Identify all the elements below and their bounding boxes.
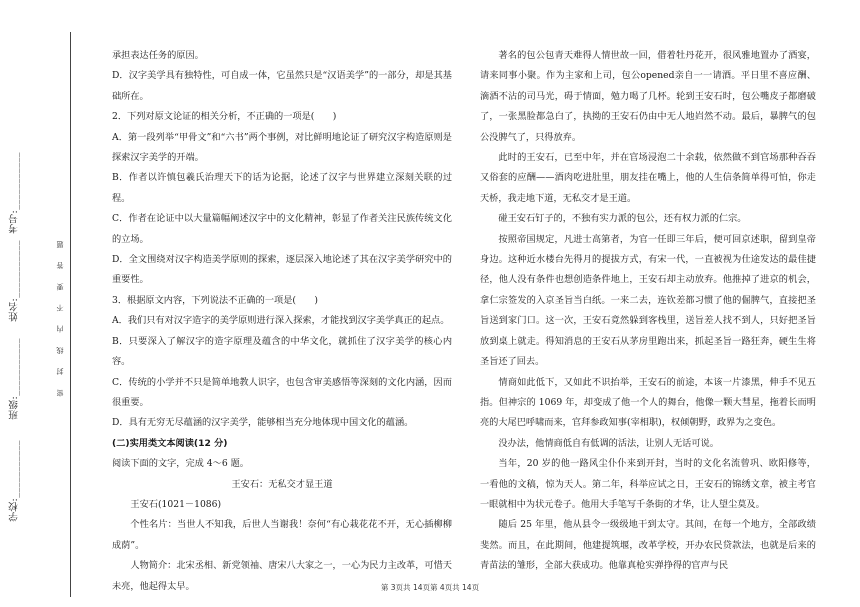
exam-number-field: 考号:___________ [9, 152, 20, 234]
right-column-paragraph: 著名的包公包青天难得人情世故一回，借着牡丹花开，很风雅地置办了酒宴，请来同事小聚。作为主家和上司，包公opened亲自一一请酒。平日里不喜应酬、滴酒不沾的司马光，碍于情面，勉力喝了几杯。轮到王安石时，包公嘴皮子都磨破了，一张黑脸都急白了，执拗的王安石仍由中无人地岿然不动。最后，暴脾气的包公没脾气了，只得放弃。 [480, 50, 816, 143]
right-column-paragraph: 当年，20 岁的他一路风尘仆仆来到开封，当时的文化名流曾巩、欧阳修等，一看他的文稿，惊为天人。第二年，科举应试之日，王安石的锦绣文章，被主考官一眼就相中为状元卷子。他用大手笔写千条街的才华，让人望尘莫及。 [480, 458, 816, 510]
binding-margin [0, 0, 96, 607]
right-column-paragraph: 情商如此低下，又如此不识抬举，王安石的前途，本该一片漆黑，伸手不见五指。但神宗的 1069 年，却变成了他一个人的舞台，他像一颗大彗星，拖着长而明亮的大尾巴呼啸而来，官拜参政知事(宰相职)，权倾朝野，政界为之变色。 [480, 376, 816, 429]
left-column-paragraph: D．全文围绕对汉字构造美学原则的探索，逐层深入地论述了其在汉字美学研究中的重要性。 [112, 254, 452, 286]
right-column [480, 46, 816, 577]
left-column-paragraph: 王安石(1021－1086) [130, 498, 222, 510]
right-column-paragraph: 没办法，他情商低自有低调的活法，让别人无话可说。 [498, 437, 719, 449]
left-column-paragraph: C．传统的小学并不只是简单地教人识字，也包含审美感悟等深刻的文化内涵，因而很重要。 [112, 376, 452, 408]
left-column-paragraph: 2．下列对原文论证的相关分析，不正确的一项是( ) [112, 111, 337, 123]
right-column-paragraph: 碰王安石钉子的，不独有实力派的包公，还有权力派的仁宗。 [498, 213, 747, 225]
left-column-paragraph: 个性名片：当世人不知我，后世人当谢我！奈何“有心栽花花不开，无心插柳柳成荫”。 [112, 519, 452, 551]
left-column-paragraph: 王安石：无私交才显王道 [231, 478, 333, 490]
left-column-paragraph: A．第一段列举“甲骨文”和“六书”两个事例，对比鲜明地论证了研究汉字构造原则是探索汉字美学的开端。 [112, 131, 452, 164]
left-column-paragraph: (二)实用类文本阅读(12 分) [112, 437, 228, 449]
left-column-paragraph: D．汉字美学具有独特性，可自成一体，它虽然只是“汉语美学”的一部分，却是其基础所在。 [112, 70, 452, 102]
left-column-paragraph: 阅读下面的文字，完成 4～6 题。 [112, 458, 249, 470]
page-footer: 第 3页共 14页第 4页共 14页 [380, 583, 480, 592]
left-column [112, 46, 452, 597]
right-column-paragraph: 按照帝国规定，凡进士高第者，为官一任即三年后，便可回京述职，留到皇帝身边。这种近水楼台先得月的提拔方式，有宋一代，一直被视为仕途发达的最佳捷径，他人没有条件也想创造条件地上，王安石却主动放弃。他推掉了进京的机会，拿仁宗签发的入京圣旨当白纸。一来二去，连钦差都习惯了他的倔脾气，直接把圣旨送到家门口。这一次，王安石竟然躲到客栈里，送旨差人找不到人，只好把圣旨放到桌上就走。得知消息的王安石从茅房里跑出来，抓起圣旨一路狂奔，硬生生将圣旨还了回去。 [480, 233, 816, 368]
left-column-paragraph: B．只要深入了解汉字的造字原理及蕴含的中华文化，就抓住了汉字美学的核心内容。 [112, 335, 452, 368]
right-column-paragraph: 随后 25 年里，他从县令一级级地干到太守。其间，在每一个地方，全部政绩斐然。而且，在此期间，他建提筑堰，改革学校，开办农民贷款法，也就是后来的青苗法的雏形，全部大获成功。他靠真枪实弹挣得的官声与民 [480, 519, 816, 572]
name-field: 姓名:___________ [9, 240, 20, 322]
school-field: 学校:___________ [9, 440, 20, 522]
binding-line [70, 32, 71, 597]
left-column-paragraph: D．具有无穷无尽蕴涵的汉字美学，能够相当充分地体现中国文化的蕴涵。 [112, 417, 414, 429]
left-column-paragraph: A．我们只有对汉字造字的美学原则进行深入探索，才能找到汉字美学真正的起点。 [112, 315, 450, 327]
right-column-paragraph: 此时的王安石，已至中年，并在官场浸泡二十余载，依然做不到官场那种吞吞又俗套的应酬——酒肉吃进肚里，朋友挂在嘴上，他的人生信条简单得可怕，你走天桥，我走地下道，无私交才是王道。 [480, 152, 816, 204]
left-column-paragraph: 承担表达任务的原因。 [112, 50, 204, 61]
left-column-paragraph: 3．根据原文内容，下列说法不正确的一项是( ) [112, 294, 318, 306]
class-field: 班级:___________ [9, 338, 20, 420]
left-column-paragraph: B．作者以许慎包羲氏治理天下的话为论据，论述了汉字与世界建立深刻关联的过程。 [112, 172, 452, 204]
seal-line-notice: 密 封 线 内 不 要 答 题 [56, 235, 64, 397]
left-column-paragraph: 人物简介：北宋丞相、新党领袖、唐宋八大家之一，一心为民力主改革，可惜天未亮，他起得太早。 [112, 560, 452, 592]
left-column-paragraph: C．作者在论证中以大量篇幅阐述汉字中的文化精神，彰显了作者关注民族传统文化的立场。 [112, 213, 452, 245]
